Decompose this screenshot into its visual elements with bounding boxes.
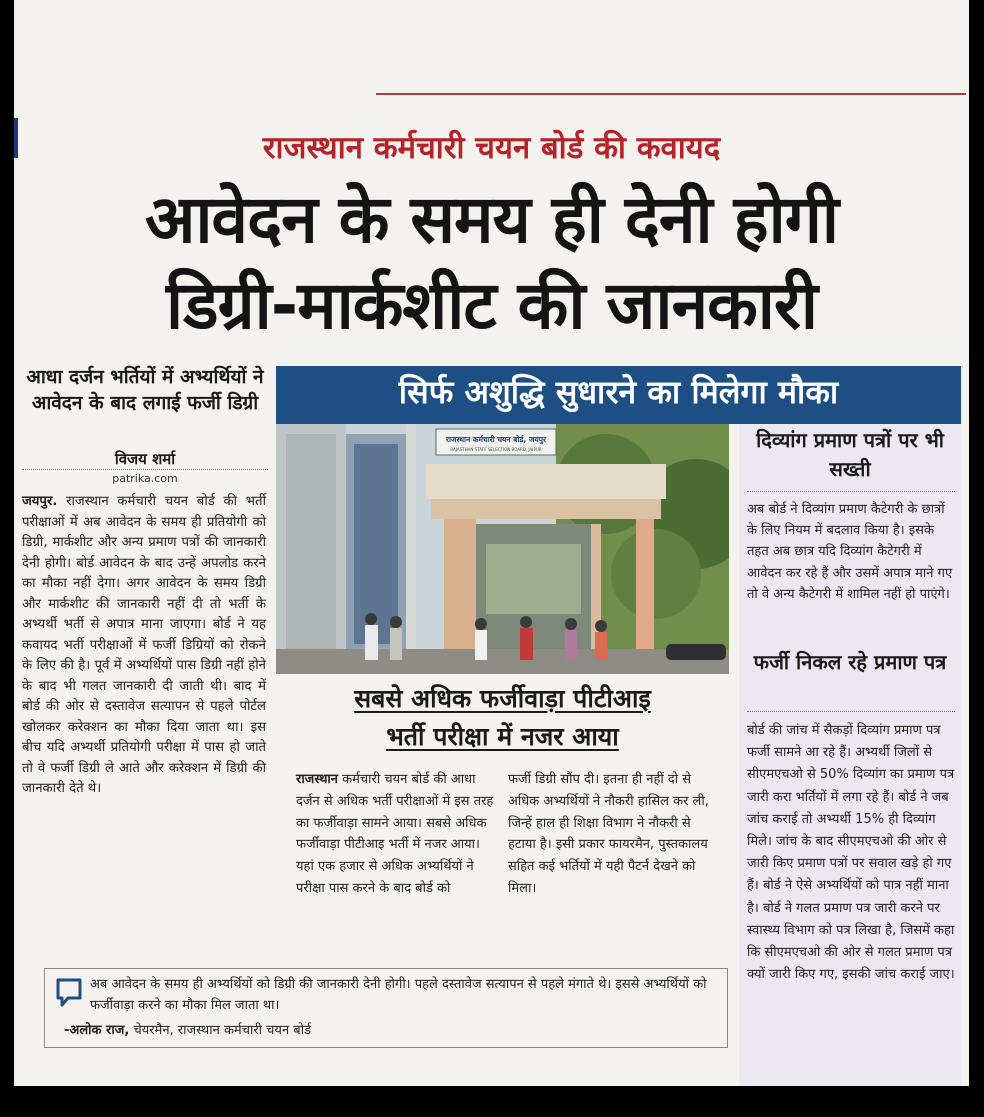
mid-column-1 <box>296 769 499 900</box>
side-headline: आधा दर्जन भर्तियों में अभ्यर्थियों ने आवेदन के बाद लगाई फर्जी डिग्री <box>26 366 264 414</box>
quote-role: चेयरमैन, राजस्थान कर्मचारी चयन बोर्ड <box>133 1023 312 1038</box>
website: patrika.com <box>112 472 178 485</box>
byline-divider <box>22 469 268 470</box>
mid-column-1-copy: कर्मचारी चयन बोर्ड की आधा दर्जन से अधिक भर्ती परीक्षाओं में इस तरह का फर्जीवाड़ा सामने आया। सबसे अधिक फर्जीवाड़ा पीटीआइ भर्ती में नजर आया। यहां एक हजार से अधिक अभ्यर्थियों ने परीक्षा पास करने के बाद बोर्ड को <box>296 772 494 896</box>
headline-line-1: आवेदन के समय ही देनी होगी <box>144 181 839 258</box>
photo-illustration <box>276 424 729 674</box>
sidebar-heading-1: दिव्यांग प्रमाण पत्रों पर भी सख्ती <box>756 428 944 481</box>
dateline: जयपुर. <box>22 494 58 509</box>
sidebar-heading-2: फर्जी निकल रहे प्रमाण पत्र <box>753 650 947 674</box>
quote-text: अब आवेदन के समय ही अभ्यर्थियों को डिग्री की जानकारी देनी होगी। पहले दस्तावेज सत्यापन से पहले मंगाते थे। इससे अभ्यर्थियों को फर्जीवाड़ा करने का मौका मिल जाता था। <box>90 977 707 1013</box>
headline-line-2: डिग्री-मार्कशीट की जानकारी <box>166 267 817 344</box>
photo-sign-english: RAJASTHAN STAFF SELECTION BOARD, JAIPUR <box>450 447 542 452</box>
left-body-text <box>22 492 266 800</box>
board-office-photo <box>276 424 729 674</box>
sidebar-divider-2 <box>747 711 955 712</box>
sidebar-divider-1 <box>747 491 955 492</box>
mid-headline <box>276 680 729 756</box>
quote-attribution <box>64 1020 724 1038</box>
byline: विजय शर्मा <box>114 450 176 468</box>
banner-text: सिर्फ अशुद्धि सुधारने का मिलेगा मौका <box>398 373 839 411</box>
top-rule <box>376 93 966 95</box>
quote-author: -अलोक राज, <box>64 1023 130 1038</box>
quote-icon <box>56 978 82 1008</box>
newspaper-page <box>14 0 969 1086</box>
mid-headline-line-2: भर्ती परीक्षा में नजर आया <box>386 722 619 751</box>
mid-column-2: फर्जी डिग्री सौंप दी। इतना ही नहीं दो से अधिक अभ्यर्थियों ने नौकरी हासिल कर ली, जिन्हें हाल ही शिक्षा विभाग ने नौकरी से हटाया है। इसी प्रकार फायरमैन, पुस्तकालय सहित कई भर्तियों में यही पैटर्न देखने को मिला। <box>508 772 709 896</box>
mid-headline-line-1: सबसे अधिक फर्जीवाड़ा पीटीआइ <box>354 684 651 713</box>
left-body-copy: राजस्थान कर्मचारी चयन बोर्ड की भर्ती परीक्षाओं में अब आवेदन के समय ही प्रतियोगी को डिग्री, मार्कशीट और अन्य प्रमाण पत्रों की जानकारी देनी होगी। बोर्ड आवेदन के बाद उन्हें अपलोड करने का मौका नहीं देगा। अगर आवेदन के समय डिग्री और मार्कशीट की जानकारी नहीं दी तो भर्ती के अभ्यर्थी भर्ती से अपात्र माना जाएगा। बोर्ड ने यह कवायद भर्ती परीक्षाओं में फर्जी डिग्रियों को रोकने के लिए की है। पूर्व में अभ्यर्थियों पास डिग्री नहीं होने के बाद भी गलत जानकारी दी जाती थी। बाद में बोर्ड की ओर से दस्तावेज सत्यापन से पहले पोर्टल खोलकर करेक्शन का मौका दिया जाता था। इस बीच यदि अभ्यर्थी प्रतियोगी परीक्षा में पास हो जाते तो वे फर्जी डिग्री ले आते और करेक्शन में डिग्री की जानकारी देते थे। <box>22 494 266 796</box>
photo-sign-text: राजस्थान कर्मचारी चयन बोर्ड, जयपुर <box>445 435 547 444</box>
kicker: राजस्थान कर्मचारी चयन बोर्ड की कवायद <box>262 130 721 166</box>
sidebar-body-2: बोर्ड की जांच में सैकड़ों दिव्यांग प्रमाण पत्र फर्जी सामने आ रहे हैं। अभ्यर्थी जिलों से सीएमएचओ से 50% दिव्यांग का प्रमाण पत्र जारी करा भर्तियों में लगा रहे हैं। बोर्ड ने जब जांच कराई तो अभ्यर्थी 15% ही दिव्यांग मिले। जांच के बाद सीएमएचओ की ओर से जारी किए प्रमाण पत्रों पर सवाल खड़े हो गए हैं। बोर्ड ने ऐसे अभ्यर्थियों को पात्र नहीं माना है। बोर्ड ने गलत प्रमाण पत्र जारी करने पर स्वास्थ्य विभाग को पत्र लिखा है, जिसमें कहा कि सीएमएचओ की ओर से गलत प्रमाण पत्र क्यों जारी किए गए, इसकी जांच कराई जाए। <box>747 723 955 983</box>
mid-lead-word: राजस्थान <box>296 772 339 787</box>
sidebar-body-1: अब बोर्ड ने दिव्यांग प्रमाण कैटेगरी के छात्रों के लिए नियम में बदलाव किया है। इसके तहत अब छात्र यदि दिव्यांग कैटेगरी में आवेदन कर रहे हैं और उसमें अपात्र माने गए तो वे अन्य कैटेगरी में शामिल नहीं हो पाएंगे। <box>747 502 953 602</box>
